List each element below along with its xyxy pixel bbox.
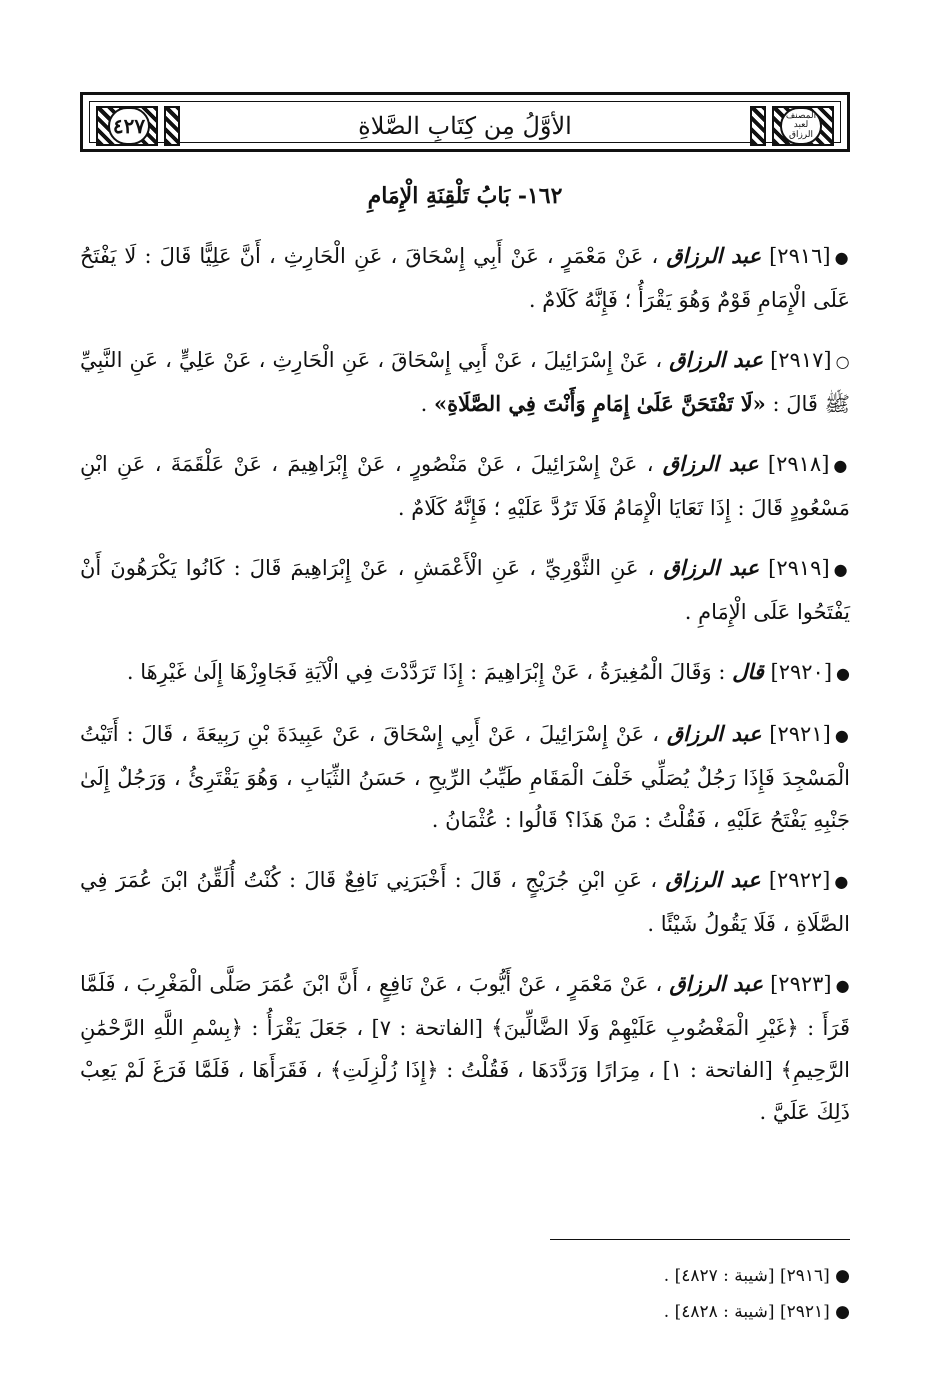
narrator-name: قال — [732, 659, 764, 684]
hadith-text: ، عَنْ إِسْرَائِيلَ ، عَنْ أَبِي إِسْحَاقَ ، عَنْ عَبِيدَةَ بْنِ رَبِيعَةَ ، قَالَ : أَتَيْتُ الْمَسْجِدَ فَإِذَا رَجُلٌ يُصَلِّي خَلْفَ الْمَقَامِ طَيِّبُ الرِّيحِ ، حَسَنُ الثِّيَابِ ، وَهُوَ يَقْتَرِئُ ، وَرَجُلٌ إِلَىٰ جَنْبِهِ يَفْتَحُ عَلَيْهِ ، فَقُلْتُ : مَنْ هَذَا؟ قَالُوا : عُثْمَانُ . — [80, 722, 850, 832]
entry-marker: ● — [834, 726, 850, 745]
hadith-entry — [80, 339, 850, 425]
hadith-number: [٢٩٢٣] — [770, 972, 832, 996]
narrator-name: عبد الرزاق — [669, 971, 764, 996]
hadith-text: ، عَنْ إِسْرَائِيلَ ، عَنْ أَبِي إِسْحَاقَ ، عَنِ الْحَارِثِ ، عَنْ عَلِيٍّ ، عَنِ النَّبِيِّ ﷺ قَالَ : — [80, 348, 850, 416]
narrator-name: عبد الرزاق — [663, 555, 760, 580]
ornament-icon — [750, 106, 766, 146]
hadith-number: [٢٩١٩] — [768, 556, 830, 580]
ornament-icon — [164, 106, 180, 146]
hadith-list — [80, 235, 850, 1151]
narrator-name: عبد الرزاق — [665, 867, 761, 892]
prophetic-quote: «لَا تَفْتَحَنَّ عَلَىٰ إِمَامٍ وَأَنْتَ فِي الصَّلَاةِ» — [433, 391, 766, 416]
book-seal: المصنف لعبد الرزاق — [780, 107, 822, 145]
entry-marker: ● — [834, 872, 850, 891]
hadith-text: ، عَنِ ابْنِ جُرَيْجٍ ، قَالَ : أَخْبَرَنِي نَافِعٌ قَالَ : كُنْتُ أُلَقِّنُ ابْنَ عُمَرَ فِي الصَّلَاةِ ، فَلَا يَقُولُ شَيْئًا . — [80, 868, 850, 936]
footnote-item: ● [٢٩٢١] [شيبة : ٤٨٢٨] . — [663, 1302, 850, 1322]
footnotes — [80, 1258, 850, 1330]
entry-marker: ● — [836, 664, 850, 683]
narrator-name: عبد الرزاق — [666, 721, 762, 746]
hadith-text: ، عَنِ الثَّوْرِيِّ ، عَنِ الْأَعْمَشِ ، عَنْ إِبْرَاهِيمَ قَالَ : كَانُوا يَكْرَهُونَ أَنْ يَفْتَحُوا عَلَى الْإِمَامِ . — [80, 556, 850, 624]
narrator-name: عبد الرزاق — [669, 347, 763, 372]
hadith-number: [٢٩٢٢] — [768, 868, 831, 892]
page-header — [80, 92, 850, 152]
narrator-name: عبد الرزاق — [662, 451, 759, 476]
hadith-text: ، عَنْ مَعْمَرٍ ، عَنْ أَيُّوبَ ، عَنْ نَافِعٍ ، أَنَّ ابْنَ عُمَرَ صَلَّى الْمَغْرِبَ ، فَلَمَّا قَرَأَ : ﴿غَيْرِ الْمَغْضُوبِ عَلَيْهِمْ وَلَا الضَّالِّينَ﴾ [الفاتحة : ٧] ، جَعَلَ يَقْرَأُ : ﴿بِسْمِ اللَّهِ الرَّحْمَٰنِ الرَّحِيمِ﴾ [الفاتحة : ١] ، مِرَارًا وَرَدَّدَهَا ، فَقُلْتُ : ﴿إِذَا زُلْزِلَتِ﴾ ، فَقَرَأَهَا ، فَلَمَّا فَرَغَ لَمْ يَعِبْ ذَلِكَ عَلَيَّ . — [80, 972, 850, 1124]
entry-marker: ● — [833, 456, 850, 475]
hadith-number: [٢٩١٧] — [770, 348, 832, 372]
entry-marker: ● — [834, 248, 850, 267]
hadith-entry — [80, 443, 850, 529]
hadith-entry — [80, 859, 850, 945]
hadith-entry — [80, 651, 850, 695]
entry-marker: ● — [833, 560, 850, 579]
hadith-number: [٢٩١٨] — [767, 452, 830, 476]
header-frame — [89, 101, 841, 143]
hadith-entry — [80, 547, 850, 633]
hadith-text: ، عَنْ مَعْمَرٍ ، عَنْ أَبِي إِسْحَاقَ ، عَنِ الْحَارِثِ ، أَنَّ عَلِيًّا قَالَ : لَا يَفْتَحُ عَلَى الْإِمَامِ قَوْمٌ وَهُوَ يَقْرَأُ ؛ فَإِنَّهُ كَلَامٌ . — [80, 244, 850, 312]
hadith-entry — [80, 713, 850, 841]
hadith-tail: . — [420, 392, 428, 416]
running-title: الأوَّلُ مِن كِتَابِ الصَّلاةِ — [358, 112, 572, 140]
entry-marker: ● — [835, 976, 850, 995]
page-number: ٤٢٧ — [108, 107, 150, 145]
entry-marker: ○ — [835, 352, 850, 371]
hadith-number: [٢٩١٦] — [769, 244, 831, 268]
hadith-number: [٢٩٢٠] — [770, 660, 833, 684]
hadith-entry — [80, 963, 850, 1133]
narrator-name: عبد الرزاق — [666, 243, 762, 268]
hadith-entry — [80, 235, 850, 321]
chapter-title: ١٦٢- بَابُ تَلْقِنَةِ الْإِمَامِ — [367, 183, 563, 209]
footnote-item: ● [٢٩١٦] [شيبة : ٤٨٢٧] . — [663, 1266, 850, 1286]
hadith-text: : وَقَالَ الْمُغِيرَةُ ، عَنْ إِبْرَاهِيمَ : إِذَا تَرَدَّدْتَ فِي الْآيَةِ فَجَاوِزْهَا إِلَىٰ غَيْرِهَا . — [126, 660, 726, 684]
footnote-divider — [550, 1239, 850, 1240]
hadith-number: [٢٩٢١] — [769, 722, 831, 746]
hadith-text: ، عَنْ إِسْرَائِيلَ ، عَنْ مَنْصُورٍ ، عَنْ إِبْرَاهِيمَ ، عَنْ عَلْقَمَةَ ، عَنِ ابْنِ مَسْعُودٍ قَالَ : إِذَا تَعَايَا الْإِمَامُ فَلَا تَرُدَّ عَلَيْهِ ؛ فَإِنَّهُ كَلَامٌ . — [80, 452, 850, 520]
